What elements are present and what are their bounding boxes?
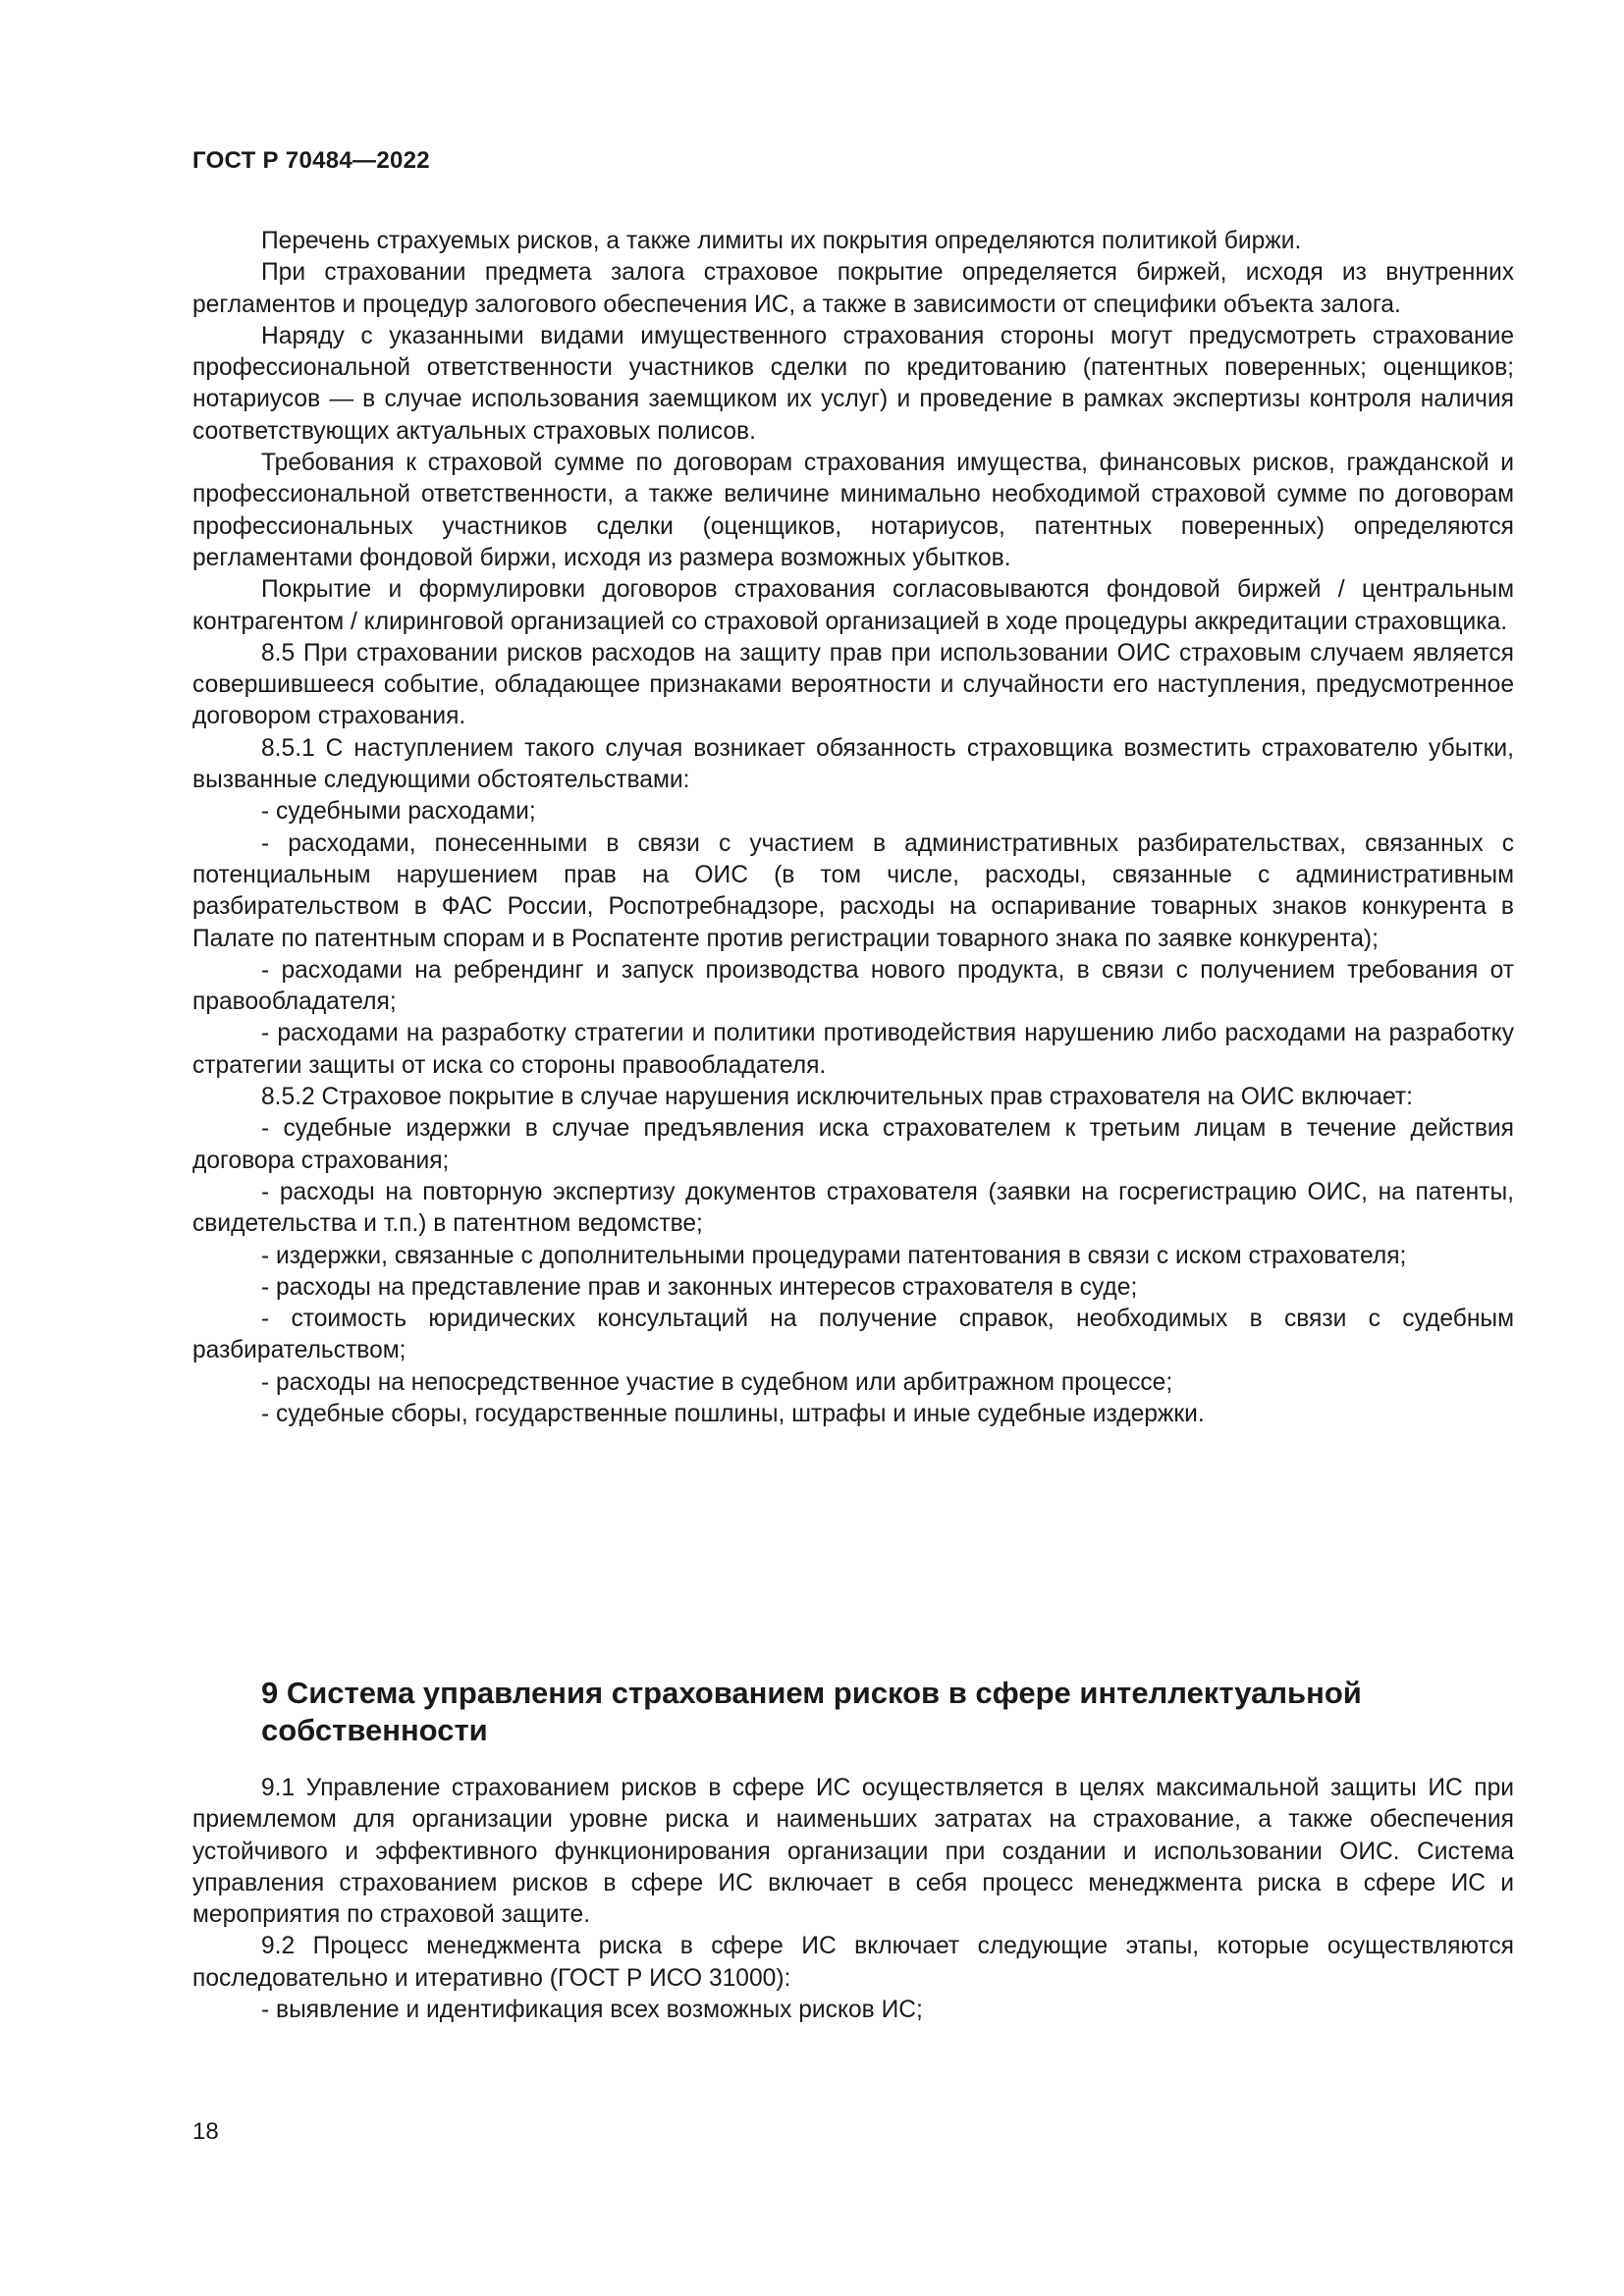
paragraph: Требования к страховой сумме по договорам страхования имущества, финансовых рисков, гражданской и профессиональной ответственности, а также величине минимально необходимой страховой сумме по договорам профессиональных участников сделки (оценщиков, нотариусов, патентных поверенных) определяются регламентами фондовой биржи, исходя из размера возможных убытков. (192, 450, 1514, 571)
list-item: - расходами, понесенными в связи с участием в административных разбирательствах, связанных с потенциальным нарушением прав на ОИС (в том числе, расходы, связанные с административным разбирательством в ФАС России, Роспотребнадзоре, расходы на оспаривание товарных знаков конкурента в Палате по патентным спорам и в Роспатенте против регистрации товарного знака по заявке конкурента); (192, 829, 1514, 952)
main-text-block (192, 226, 1514, 1430)
list-item: - выявление и идентификация всех возможных рисков ИС; (261, 1997, 923, 2024)
paragraph: 8.5 При страховании рисков расходов на защиту прав при использовании ОИС страховым случаем является совершившееся событие, обладающее признаками вероятности и случайности его наступления, предусмотренное договором страхования. (192, 639, 1514, 730)
list-item: - расходами на разработку стратегии и политики противодействия нарушению либо расходами на разработку стратегии защиты от иска со стороны правообладателя. (192, 1020, 1514, 1079)
paragraph: 9.2 Процесс менеджмента риска в сфере ИС включает следующие этапы, которые осуществляются последовательно и итеративно (ГОСТ Р ИСО 31000): (192, 1933, 1514, 1992)
list-item: - издержки, связанные с дополнительными процедурами патентования в связи с иском страхователя; (261, 1242, 1407, 1269)
page-number: 18 (192, 2118, 219, 2145)
list-item: - стоимость юридических консультаций на получение справок, необходимых в связи с судебным разбирательством; (192, 1306, 1514, 1364)
list-item: - расходы на представление прав и законных интересов страхователя в суде; (261, 1273, 1138, 1301)
paragraph: 9.1 Управление страхованием рисков в сфере ИС осуществляется в целях максимальной защиты ИС при приемлемом для организации уровне риска и наименьших затратах на страхование, а также обеспечения устойчивого и эффективного функционирования организации при создании и использовании ОИС. Система управления страхованием рисков в сфере ИС включает в себя процесс менеджмента риска в сфере ИС и мероприятия по страховой защите. (192, 1775, 1514, 1929)
paragraph: При страховании предмета залога страховое покрытие определяется биржей, исходя из внутренних регламентов и процедур залогового обеспечения ИС, а также в зависимости от специфики объекта залога. (192, 259, 1514, 318)
document-header: ГОСТ Р 70484—2022 (192, 147, 430, 174)
list-item: - расходами на ребрендинг и запуск производства нового продукта, в связи с получением требования от правообладателя; (192, 956, 1514, 1016)
paragraph: Перечень страхуемых рисков, а также лимиты их покрытия определяются политикой биржи. (261, 228, 1302, 254)
section-heading: 9 Система управления страхованием рисков в сфере интеллектуальной собственности (261, 1676, 1362, 1747)
paragraph: Покрытие и формулировки договоров страхования согласовываются фондовой биржей / центральным контрагентом / клиринговой организацией со страховой организацией в ходе процедуры аккредитации страховщика. (192, 576, 1514, 635)
section-text-block (192, 1773, 1514, 2026)
list-item: - судебными расходами; (261, 798, 536, 826)
list-item: - судебные сборы, государственные пошлины, штрафы и иные судебные издержки. (261, 1400, 1205, 1427)
list-item: - судебные издержки в случае предъявления иска страхователем к третьим лицам в течение действия договора страхования; (192, 1115, 1514, 1174)
paragraph: 8.5.2 Страховое покрытие в случае нарушения исключительных прав страхователя на ОИС включает: (261, 1084, 1413, 1111)
list-item: - расходы на непосредственное участие в судебном или арбитражном процессе; (261, 1368, 1173, 1396)
paragraph: Наряду с указанными видами имущественного страхования стороны могут предусмотреть страхование профессиональной ответственности участников сделки по кредитованию (патентных поверенных; оценщиков; нотариусов — в случае использования заемщиком их услуг) и проведение в рамках экспертизы контроля наличия соответствующих актуальных страховых полисов. (192, 322, 1514, 445)
list-item: - расходы на повторную экспертизу документов страхователя (заявки на госрегистрацию ОИС, на патенты, свидетельства и т.п.) в патентном ведомстве; (192, 1178, 1514, 1238)
paragraph: 8.5.1 С наступлением такого случая возникает обязанность страховщика возместить страхователю убытки, вызванные следующими обстоятельствами: (192, 734, 1514, 794)
